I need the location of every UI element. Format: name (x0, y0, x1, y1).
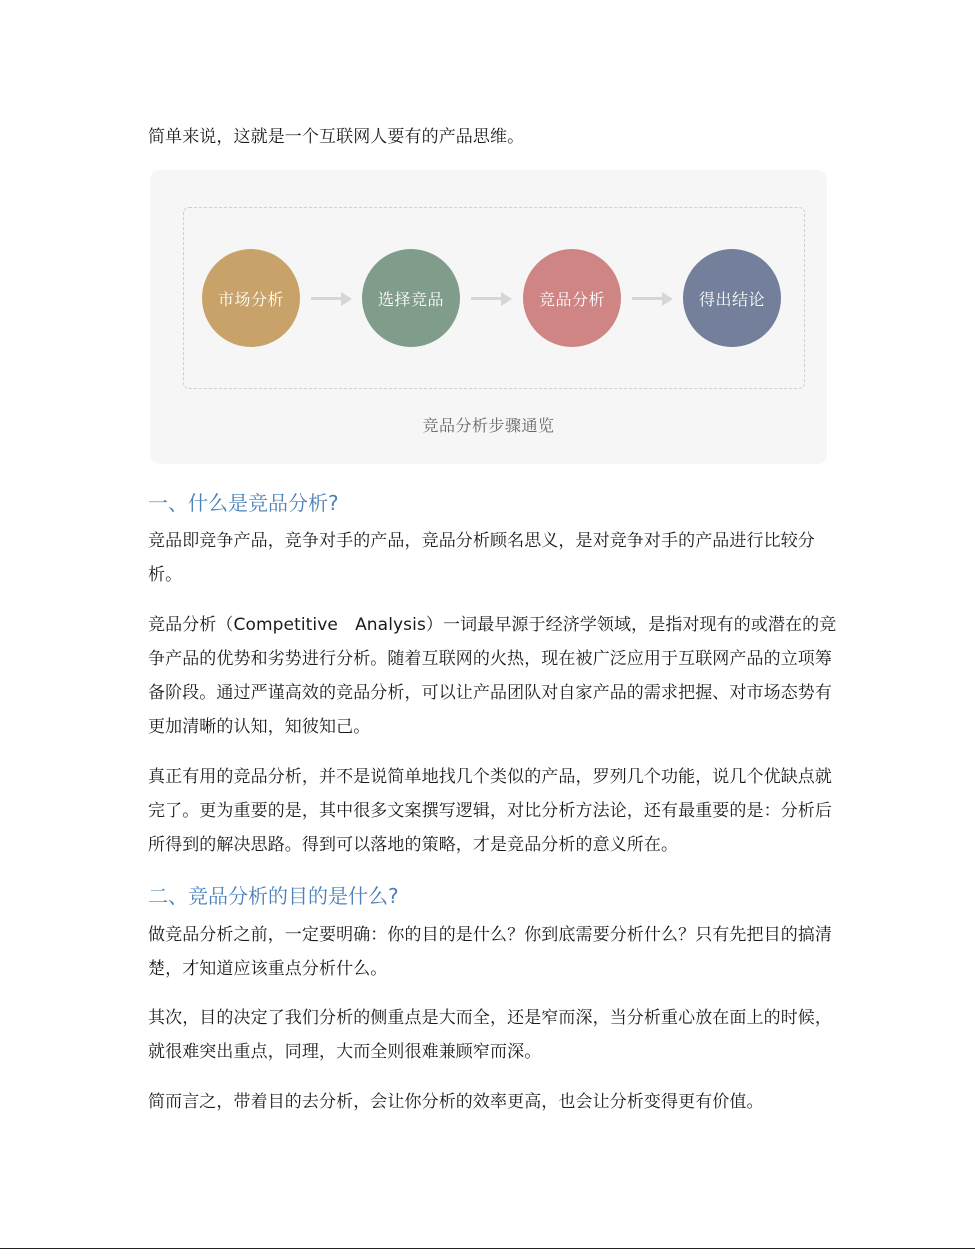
section1-heading: 一、什么是竞品分析? (148, 491, 339, 515)
section2-heading: 二、竞品分析的目的是什么? (148, 884, 399, 908)
intro-paragraph: 简单来说，这就是一个互联网人要有的产品思维。 (148, 127, 525, 147)
arrow-right-icon (471, 292, 513, 306)
step-competitor-analysis: 竞品分析 (523, 249, 621, 347)
section1-paragraph-1: 竞品即竞争产品，竞争对手的产品，竞品分析顾名思义，是对竞争对手的产品进行比较分析。 (148, 531, 815, 585)
section2-paragraph-3: 简而言之，带着目的去分析，会让你分析的效率更高，也会让分析变得更有价值。 (148, 1092, 764, 1112)
section2-paragraph-2: 其次，目的决定了我们分析的侧重点是大而全，还是窄而深，当分析重心放在面上的时候，就很难突出重点，同理，大而全则很难兼顾窄而深。 (148, 1008, 832, 1062)
section1-paragraph-2: 竞品分析（Competitive Analysis）一词最早源于经济学领域，是指对现有的或潜在的竞争产品的优势和劣势进行分析。随着互联网的火热，现在被广泛应用于互联网产品的立项筹备阶段。通过严谨高效的竞品分析，可以让产品团队对自家产品的需求把握、对市场态势有更加清晰的认知，知彼知己。 (148, 615, 837, 737)
arrow-right-icon (311, 292, 353, 306)
figure-caption: 竞品分析步骤通览 (422, 416, 555, 435)
step-select-competitors: 选择竞品 (362, 249, 460, 347)
section2-paragraph-1: 做竞品分析之前，一定要明确：你的目的是什么？你到底需要分析什么？只有先把目的搞清楚，才知道应该重点分析什么。 (148, 925, 832, 979)
arrow-right-icon (632, 292, 674, 306)
step-market-analysis: 市场分析 (202, 249, 300, 347)
process-figure (150, 170, 827, 464)
footer-rule (0, 1248, 975, 1249)
step-conclusion: 得出结论 (683, 249, 781, 347)
section1-paragraph-3: 真正有用的竞品分析，并不是说简单地找几个类似的产品，罗列几个功能，说几个优缺点就完了。更为重要的是，其中很多文案撰写逻辑，对比分析方法论，还有最重要的是：分析后所得到的解决思路。得到可以落地的策略，才是竞品分析的意义所在。 (148, 767, 832, 855)
